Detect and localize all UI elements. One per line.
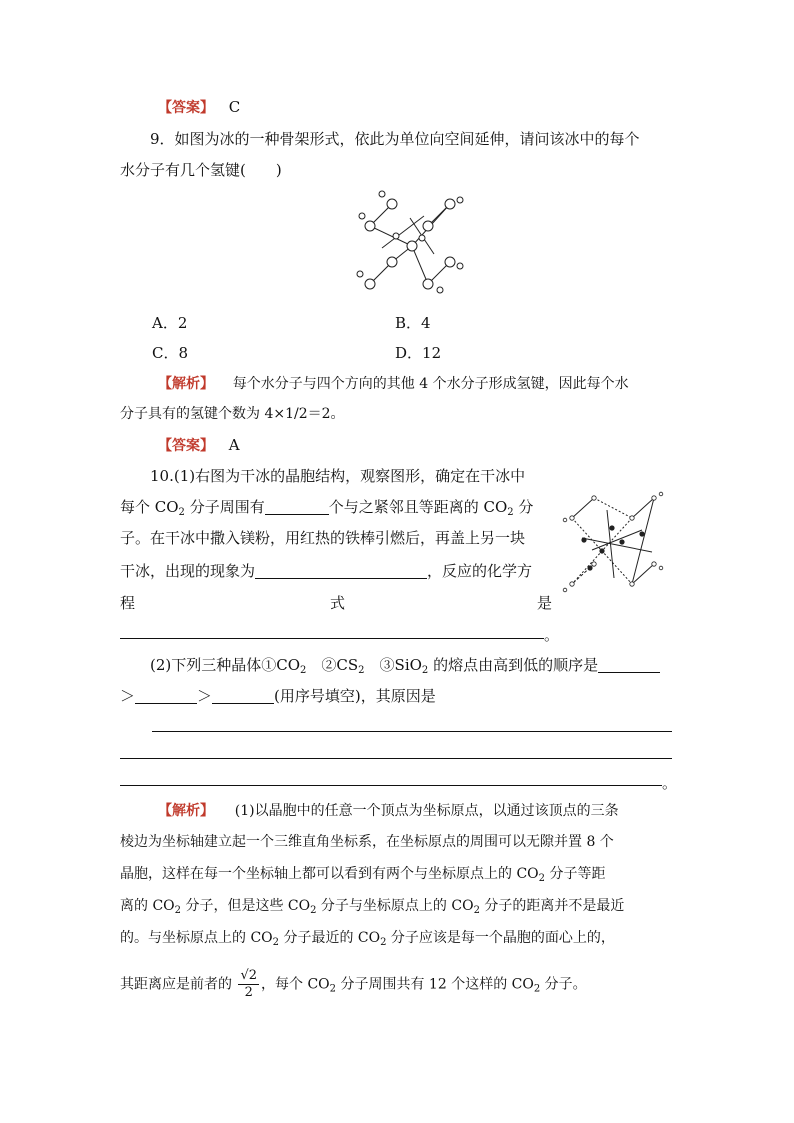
sqrt2-over-2-fraction: $\frac{√2}{2}$ xyxy=(240,968,258,1000)
q10-analysis-line4: 离的 $CO_2$ 分子，但是这些 $CO_2$ 分子与坐标原点上的 $CO_2$ 分子的距离并不是最近 xyxy=(120,898,625,916)
blank-neighbor-count[interactable] xyxy=(265,498,329,515)
q10-line5-c: 是 xyxy=(537,594,553,612)
q10-line2: 每个 $CO_2$ 分子周围有 个与之紧邻且等距离的 $CO_2$ 分 xyxy=(120,498,534,518)
option-b: B．4 xyxy=(395,314,431,332)
q10-analysis-line2: 棱边为坐标轴建立起一个三维直角坐标系，在坐标原点的周围可以无隙并置 8 个 xyxy=(120,834,614,850)
q10-line1: 10.(1)右图为干冰的晶胞结构，观察图形，确定在干冰中 xyxy=(150,467,526,485)
q9-analysis-line2: 分子具有的氢键个数为 4×1/2＝2。 xyxy=(120,406,345,422)
answer-value: A xyxy=(228,436,240,454)
answer-value: C xyxy=(228,98,241,116)
q10-part2-line2: ＞ ＞ (用序号填空)，其原因是 xyxy=(120,687,436,705)
q10-analysis-line5: 的。与坐标原点上的 $CO_2$ 分子最近的 $CO_2$ 分子应该是每一个晶胞的面心上的， xyxy=(120,930,615,948)
q10-analysis-line6: 其距离应是前者的 $\frac{√2}{2}$ ，每个 $CO_2$ 分子周围共有 12 个这样的 $CO_2$ 分子。 xyxy=(120,968,587,1000)
q9-stem-line2: 水分子有几个氢键( ) xyxy=(120,161,282,179)
blank-reason-line1[interactable] xyxy=(152,731,672,732)
option-a: A．2 xyxy=(152,314,188,332)
dry-ice-unit-cell-figure xyxy=(562,490,666,596)
analysis-tag: 【解析】 xyxy=(158,803,214,819)
q10-line6-end: 。 xyxy=(544,626,560,644)
blank-order-1[interactable] xyxy=(598,656,660,673)
q10-part2-line1: (2)下列三种晶体$①CO_2$ $②CS_2$ ③SiO$_2$ 的熔点由高到低的顺序是 xyxy=(150,654,660,675)
blank-equation[interactable] xyxy=(120,638,544,639)
q10-line3: 子。在干冰中撒入镁粉，用红热的铁棒引燃后，再盖上另一块 xyxy=(120,529,526,547)
answer-tag: 【答案】 xyxy=(158,438,214,454)
q10-line5-b: 式 xyxy=(330,594,346,612)
q10-part2-end: 。 xyxy=(662,774,678,792)
answer-tag: 【答案】 xyxy=(158,100,214,116)
blank-order-3[interactable] xyxy=(212,687,274,704)
ice-structure-figure xyxy=(352,186,472,298)
option-d: D．12 xyxy=(395,344,442,362)
q9-stem-line1: 9．如图为冰的一种骨架形式，依此为单位向空间延伸，请问该冰中的每个 xyxy=(150,130,640,148)
blank-order-2[interactable] xyxy=(135,687,197,704)
q10-line5-a: 程 xyxy=(120,594,136,612)
blank-reason-line2[interactable] xyxy=(120,758,672,759)
q10-analysis-line1: 【解析】 (1)以晶胞中的任意一个顶点为坐标原点，以通过该顶点的三条 xyxy=(158,803,619,819)
blank-phenomenon[interactable] xyxy=(255,562,427,579)
q8-answer-line xyxy=(158,97,240,117)
option-c: C．8 xyxy=(152,344,189,362)
blank-reason-line3[interactable] xyxy=(120,785,662,786)
analysis-tag: 【解析】 xyxy=(158,376,214,392)
q10-line4: 干冰，出现的现象为 ，反应的化学方 xyxy=(120,562,533,580)
q9-answer-line xyxy=(158,435,240,455)
q10-analysis-line3: 晶胞，这样在每一个坐标轴上都可以看到有两个与坐标原点上的 $CO_2$ 分子等距 xyxy=(120,866,606,884)
q9-analysis-line1: 【解析】 每个水分子与四个方向的其他 4 个水分子形成氢键，因此每个水 xyxy=(158,376,629,392)
